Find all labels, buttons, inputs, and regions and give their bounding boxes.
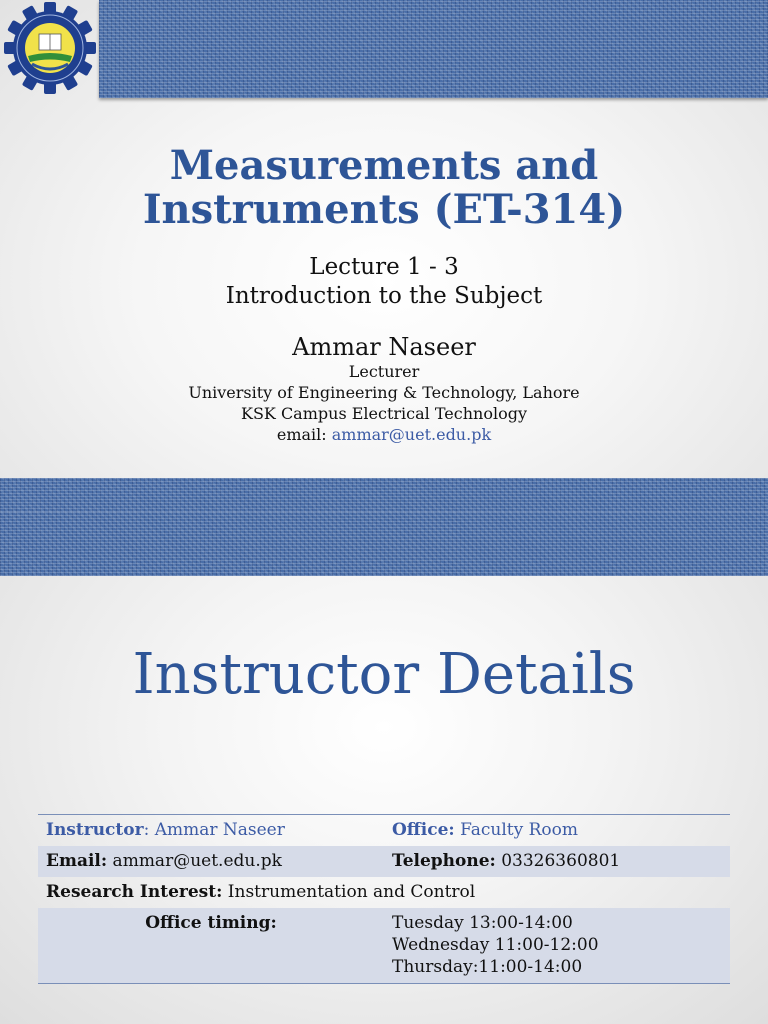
university-seal-gear-icon [2, 2, 98, 94]
telephone-value: 03326360801 [495, 851, 621, 871]
office-cell [384, 815, 730, 847]
course-title-line-2: Instruments (ET-314) [142, 186, 626, 233]
table-row [38, 815, 730, 847]
email-value[interactable]: ammar@uet.edu.pk [107, 851, 282, 871]
author-university: University of Engineering & Technology, Lahore [188, 383, 580, 402]
lecture-info [0, 253, 768, 311]
lecture-subtitle: Introduction to the Subject [225, 283, 543, 309]
lecture-number: Lecture 1 - 3 [309, 254, 459, 280]
table-row [38, 908, 730, 984]
telephone-cell [384, 846, 730, 877]
author-name: Ammar Naseer [292, 333, 476, 361]
header-texture-band [0, 512, 768, 576]
course-title [0, 144, 768, 232]
office-label: Office: [392, 820, 455, 840]
email-link[interactable]: ammar@uet.edu.pk [331, 425, 492, 444]
author-email-line [0, 424, 768, 445]
slide-title: Instructor Details [132, 642, 636, 707]
email-label: Email: [46, 851, 108, 871]
timing-line: Thursday:11:00-14:00 [392, 957, 583, 977]
instructor-label: Instructor [46, 820, 144, 840]
email-label: email: [276, 425, 332, 444]
header-texture-band [99, 0, 768, 98]
instructor-value: Ammar Naseer [154, 820, 285, 840]
research-label: Research Interest: [46, 882, 223, 902]
timing-line: Wednesday 11:00-12:00 [392, 935, 599, 955]
office-timing-label: Office timing: [38, 908, 384, 984]
author-affiliation [0, 361, 768, 445]
instructor-cell [38, 815, 384, 847]
instructor-separator: : [143, 820, 155, 840]
office-timing-values [384, 908, 730, 984]
instructor-slide [0, 512, 768, 1024]
footer-texture-band [0, 478, 768, 512]
telephone-label: Telephone: [392, 851, 496, 871]
instructor-details-table [38, 814, 730, 984]
table-row [38, 846, 730, 877]
author-campus: KSK Campus Electrical Technology [240, 404, 527, 423]
course-title-line-1: Measurements and [169, 142, 599, 189]
author-position: Lecturer [348, 362, 420, 381]
email-cell [38, 846, 384, 877]
table-row [38, 877, 730, 908]
timing-line: Tuesday 13:00-14:00 [392, 913, 573, 933]
office-value: Faculty Room [454, 820, 578, 840]
research-cell [38, 877, 730, 908]
research-value: Instrumentation and Control [222, 882, 476, 902]
